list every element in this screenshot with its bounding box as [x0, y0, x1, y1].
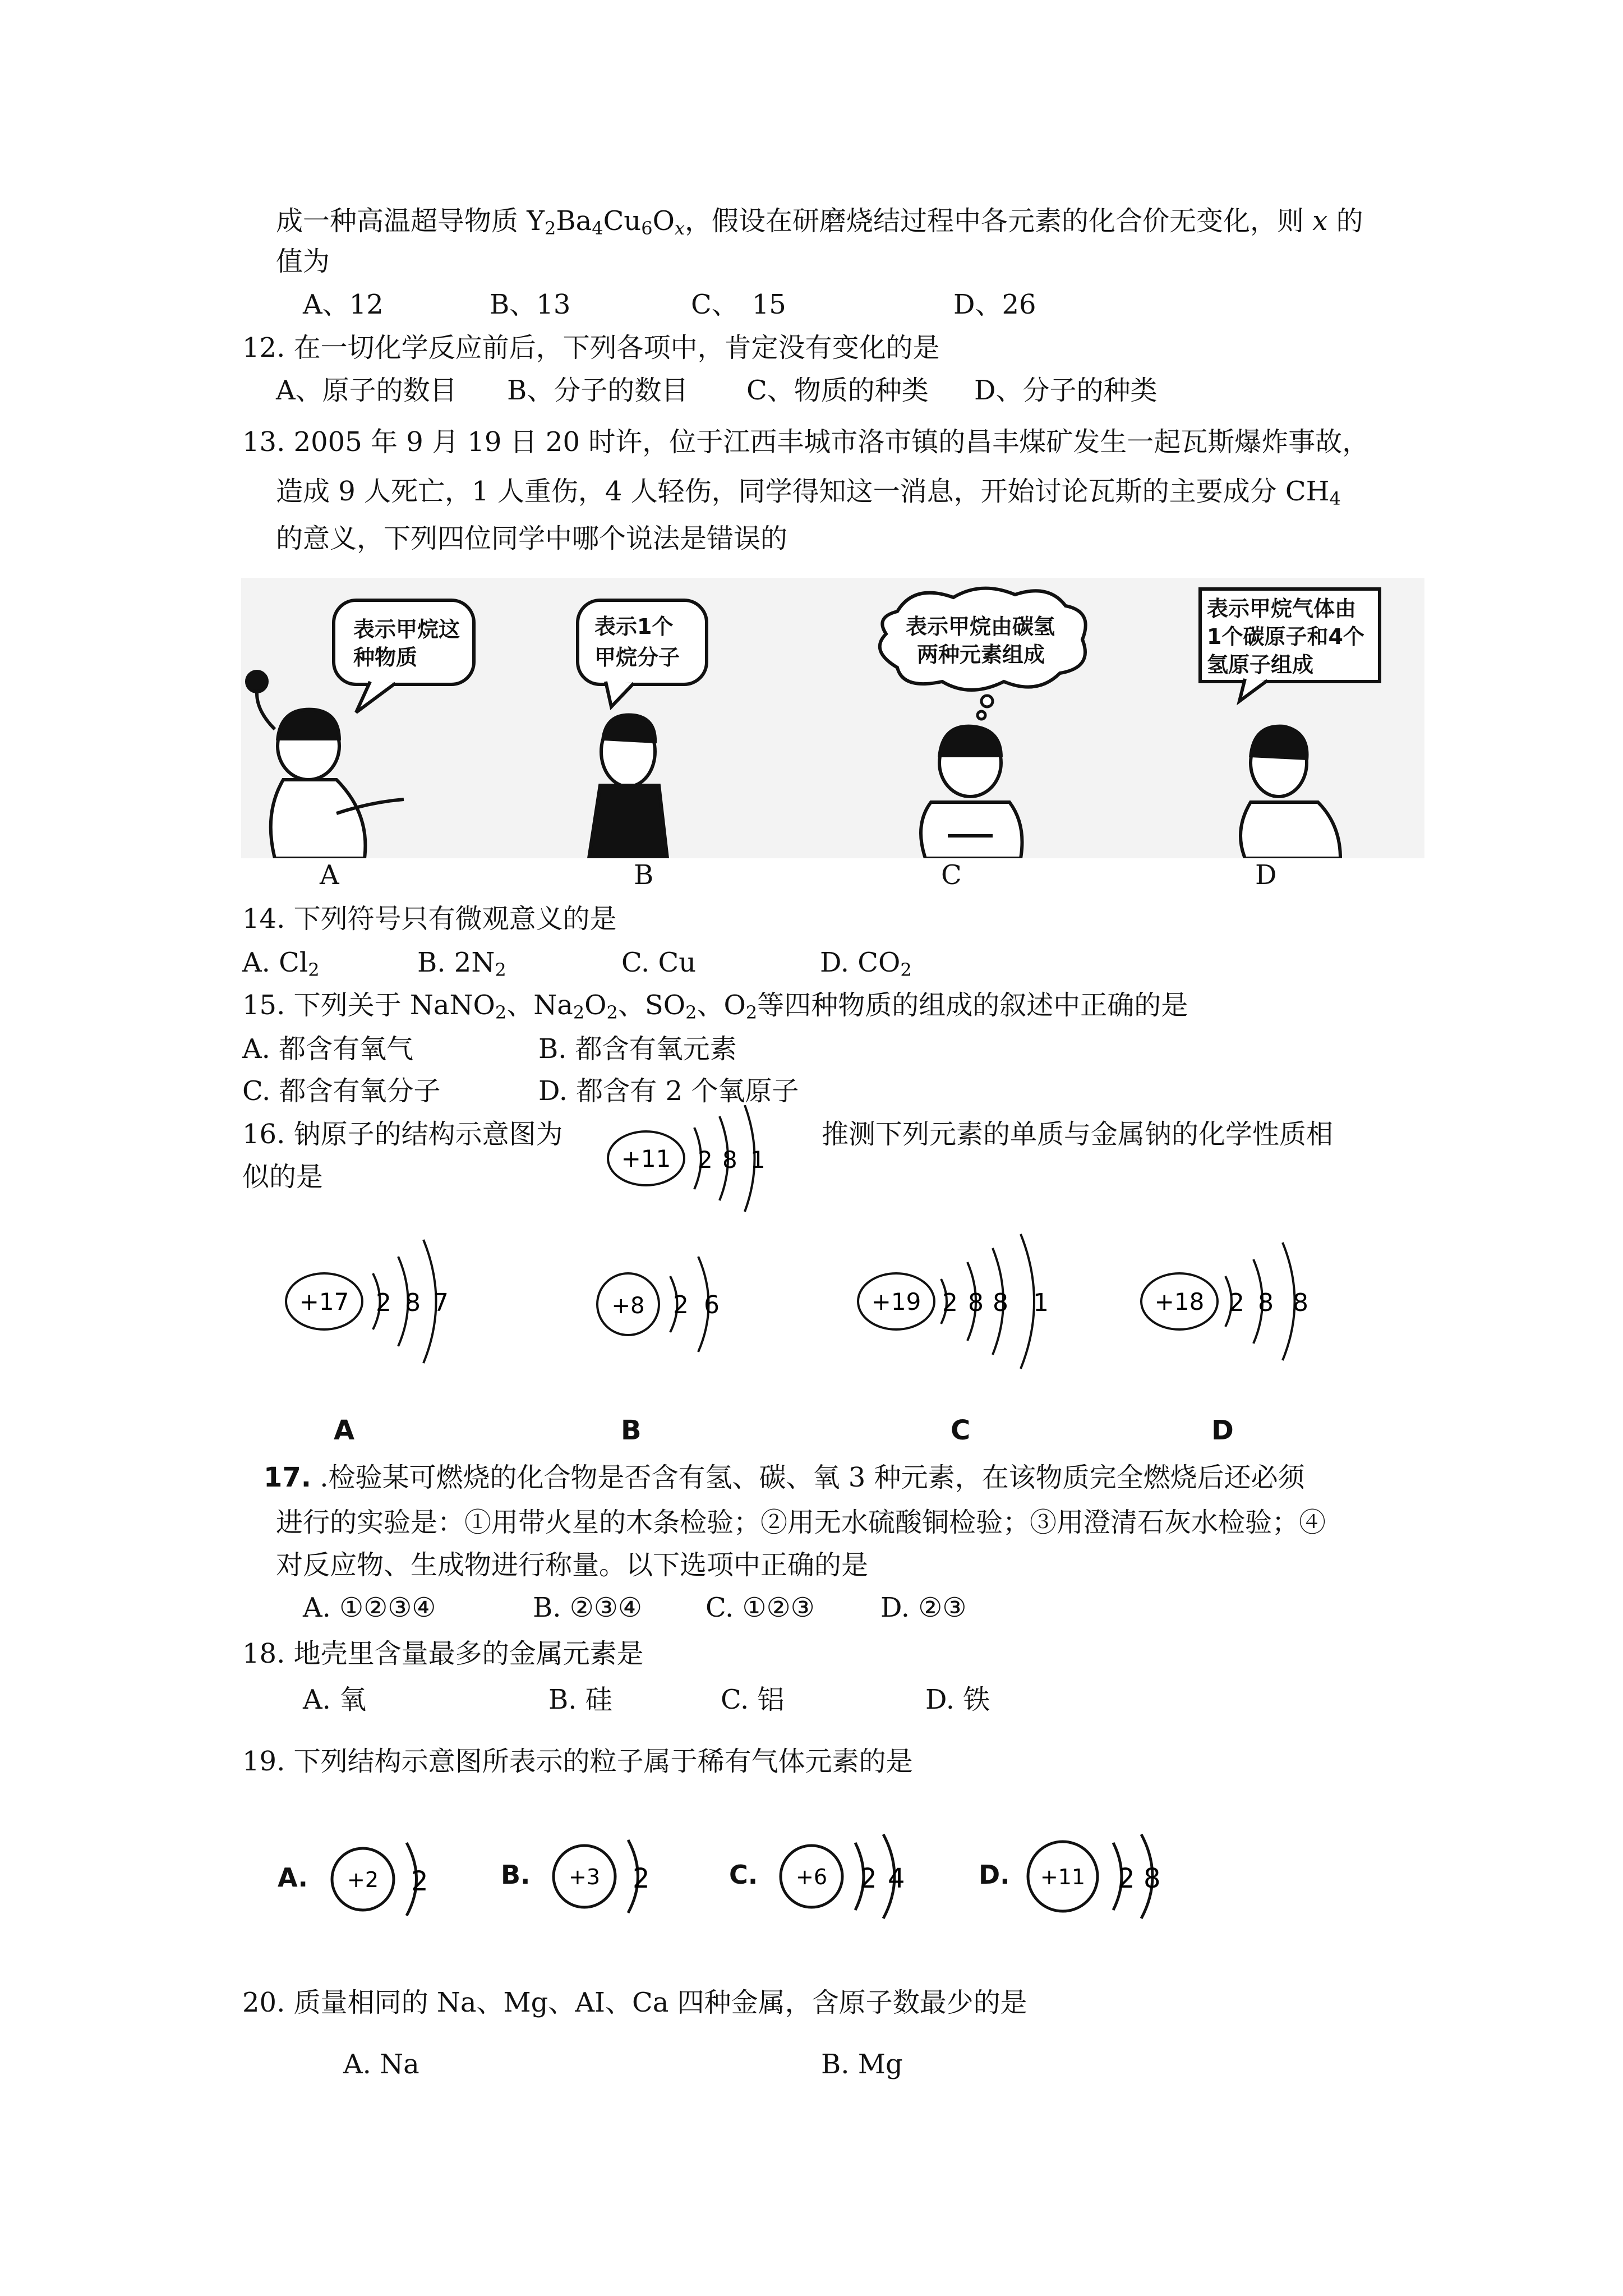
q11-text: Cu: [603, 205, 642, 237]
bubble-d-line1: 表示甲烷气体由: [1207, 596, 1357, 621]
sodium-shell-2: 8: [722, 1146, 737, 1174]
atom-d-shell-1: 2: [1229, 1289, 1244, 1317]
q17-number: 17.: [264, 1462, 312, 1493]
q14-a-text: A. Cl: [242, 947, 308, 978]
q13-label-a[interactable]: A: [320, 859, 339, 891]
sodium-shell-3: 1: [750, 1146, 766, 1174]
bubble-c-line1: 表示甲烷由碳氢: [906, 614, 1055, 639]
q17-line2: 进行的实验是：①用带火星的木条检验；②用无水硫酸铜检验；③用澄清石灰水检验；④: [276, 1507, 1326, 1538]
q12-option-d[interactable]: D、分子的种类: [974, 375, 1158, 406]
q12-option-c[interactable]: C、物质的种类: [746, 375, 929, 406]
q16-stem-a: 16. 钠原子的结构示意图为: [242, 1119, 563, 1150]
q12-stem: 12. 在一切化学反应前后，下列各项中，肯定没有变化的是: [242, 332, 940, 364]
q11-sub: 6: [641, 218, 653, 239]
q11-option-d[interactable]: D、26: [953, 289, 1036, 320]
q19-atom-b[interactable]: [550, 1832, 662, 1921]
q13-text: 造成 9 人死亡，1 人重伤，4 人轻伤，同学得知这一消息，开始讨论瓦斯的主要成分 CH: [276, 476, 1330, 507]
q15-sub: 2: [745, 1002, 758, 1023]
q13-line1: 13. 2005 年 9 月 19 日 20 时许，位于江西丰城市洛市镇的昌丰煤矿发生一起瓦斯爆炸事故，: [242, 426, 1370, 458]
atom-b-nucleus: +8: [611, 1293, 645, 1319]
q15-text: 15. 下列关于 NaNO: [242, 990, 495, 1021]
q18-option-a[interactable]: A. 氧: [303, 1684, 367, 1715]
q15-option-c[interactable]: C. 都含有氧分子: [242, 1075, 441, 1107]
q14-b-sub: 2: [495, 959, 506, 981]
q13-label-b[interactable]: B: [634, 859, 654, 891]
q19-d-shell-1: 2: [1118, 1863, 1135, 1894]
q19-label-a[interactable]: A.: [278, 1862, 308, 1893]
q19-b-shell-1: 2: [633, 1863, 650, 1894]
atom-c-shell-1: 2: [942, 1289, 958, 1317]
sodium-atom-diagram: [600, 1105, 780, 1223]
bubble-b-line1: 表示1个: [594, 614, 674, 639]
q15-text: 、SO: [617, 990, 686, 1021]
q17-line3: 对反应物、生成物进行称量。以下选项中正确的是: [276, 1549, 869, 1581]
q16-stem-c: 似的是: [242, 1161, 324, 1193]
q15-option-d[interactable]: D. 都含有 2 个氧原子: [538, 1075, 799, 1107]
q11-sub: 2: [544, 218, 556, 239]
q15-stem: [242, 988, 1188, 1022]
bubble-d-line3: 氢原子组成: [1207, 652, 1314, 677]
q19-d-shell-2: 8: [1144, 1863, 1161, 1894]
q14-b-text: B. 2N: [417, 947, 495, 978]
q17-line1: [264, 1461, 1305, 1494]
atom-c-nucleus: +19: [871, 1288, 921, 1315]
sodium-shell-1: 2: [698, 1146, 713, 1174]
q19-atom-a[interactable]: [328, 1834, 440, 1924]
q14-d-text: D. CO: [820, 947, 901, 978]
q15-text: 、Na: [506, 990, 573, 1021]
q18-option-d[interactable]: D. 铁: [925, 1684, 990, 1715]
q14-stem: 14. 下列符号只有微观意义的是: [242, 903, 617, 935]
q16-atom-a[interactable]: [280, 1231, 471, 1372]
q11-text: ，假设在研磨烧结过程中各元素的化合价无变化，则: [684, 205, 1313, 237]
q19-d-nucleus: +11: [1040, 1865, 1086, 1889]
q13-line3: 的意义，下列四位同学中哪个说法是错误的: [276, 523, 788, 554]
q19-label-c[interactable]: C.: [729, 1860, 758, 1890]
q19-a-shell-1: 2: [411, 1866, 428, 1897]
q16-label-b[interactable]: B: [621, 1415, 642, 1446]
q15-sub: 2: [573, 1002, 585, 1023]
q16-label-d[interactable]: D: [1211, 1415, 1234, 1446]
atom-b-shell-2: 6: [704, 1291, 720, 1319]
q14-d-sub: 2: [900, 959, 912, 981]
q16-atom-b[interactable]: [589, 1231, 746, 1372]
bubble-a-line1: 表示甲烷这: [353, 617, 460, 642]
q13-label-c[interactable]: C: [941, 859, 962, 891]
q17-option-a[interactable]: A. ①②③④: [303, 1592, 436, 1623]
atom-c-shell-4: 1: [1033, 1289, 1049, 1317]
q15-option-b[interactable]: B. 都含有氧元素: [538, 1033, 737, 1065]
atom-d-shell-3: 8: [1293, 1289, 1308, 1317]
q11-line2: 值为: [276, 246, 330, 277]
q11-option-b[interactable]: B、13: [490, 289, 571, 320]
q19-a-nucleus: +2: [347, 1867, 379, 1892]
atom-a-nucleus: +17: [299, 1288, 349, 1315]
q14-a-sub: 2: [308, 959, 320, 981]
q11-text: Ba: [556, 205, 592, 237]
q13-sub: 4: [1329, 488, 1341, 509]
atom-a-shell-3: 7: [433, 1289, 449, 1317]
q11-var: x: [1312, 205, 1328, 237]
atom-a-shell-2: 8: [405, 1289, 421, 1317]
atom-d-shell-2: 8: [1258, 1289, 1274, 1317]
q19-b-nucleus: +3: [568, 1865, 601, 1889]
q15-text: O: [584, 990, 607, 1021]
q15-option-a[interactable]: A. 都含有氧气: [242, 1033, 414, 1065]
q18-stem: 18. 地壳里含量最多的金属元素是: [242, 1638, 644, 1669]
q15-sub: 2: [685, 1002, 697, 1023]
atom-c-shell-3: 8: [993, 1289, 1008, 1317]
q16-label-a[interactable]: A: [334, 1415, 355, 1446]
atom-a-shell-1: 2: [376, 1289, 391, 1317]
bubble-d-line2: 1个碳原子和4个: [1207, 624, 1364, 649]
q19-stem: 19. 下列结构示意图所表示的粒子属于稀有气体元素的是: [242, 1746, 913, 1777]
q16-stem-b: 推测下列元素的单质与金属钠的化学性质相: [822, 1119, 1334, 1150]
q11-option-c[interactable]: C、 15: [691, 289, 786, 320]
q16-atom-c[interactable]: [852, 1231, 1077, 1372]
methane-cartoon: [241, 578, 1424, 858]
q17-option-b[interactable]: B. ②③④: [533, 1592, 642, 1623]
q19-c-shell-1: 2: [860, 1863, 877, 1894]
atom-d-nucleus: +18: [1154, 1288, 1205, 1315]
q17-option-d[interactable]: D. ②③: [880, 1592, 967, 1623]
q12-option-b[interactable]: B、分子的数目: [507, 375, 689, 406]
q14-option-a[interactable]: [242, 946, 320, 979]
q12-option-a[interactable]: A、原子的数目: [276, 375, 457, 406]
q18-option-c[interactable]: C. 铝: [721, 1684, 785, 1715]
q14-option-d[interactable]: [820, 946, 912, 979]
q17-option-c[interactable]: C. ①②③: [706, 1592, 815, 1623]
q13-label-d[interactable]: D: [1255, 859, 1277, 891]
q11-sub: x: [674, 218, 685, 239]
q19-c-shell-2: 4: [888, 1863, 905, 1894]
q11-text: O: [652, 205, 675, 237]
q19-label-d[interactable]: D.: [979, 1860, 1010, 1890]
q20-option-a[interactable]: A. Na: [343, 2049, 419, 2080]
q11-line1: [276, 204, 1363, 238]
q11-text: 成一种高温超导物质 Y: [276, 205, 545, 237]
q19-c-nucleus: +6: [795, 1865, 828, 1889]
q17-text: .检验某可燃烧的化合物是否含有氢、碳、氧 3 种元素，在该物质完全燃烧后还必须: [311, 1462, 1305, 1493]
q19-atom-d[interactable]: [1023, 1832, 1192, 1921]
q16-label-c[interactable]: C: [951, 1415, 971, 1446]
q11-sub: 4: [592, 218, 603, 239]
sodium-nucleus-charge: +11: [621, 1145, 671, 1172]
atom-b-shell-1: 2: [673, 1291, 689, 1319]
q14-option-b[interactable]: [417, 946, 506, 979]
bubble-a-line2: 种物质: [353, 645, 418, 670]
q15-text: 等四种物质的组成的叙述中正确的是: [757, 990, 1188, 1021]
q15-sub: 2: [495, 1002, 507, 1023]
q11-text: 的: [1327, 205, 1363, 237]
bubble-c-line2: 两种元素组成: [917, 642, 1045, 667]
q15-text: 、O: [697, 990, 746, 1021]
q19-atom-c[interactable]: [777, 1832, 923, 1921]
q20-stem: 20. 质量相同的 Na、Mg、AI、Ca 四种金属，含原子数最少的是: [242, 1987, 1027, 2018]
q18-option-b[interactable]: B. 硅: [548, 1684, 612, 1715]
q14-option-c[interactable]: C. Cu: [621, 947, 697, 978]
q11-option-a[interactable]: A、12: [303, 289, 384, 320]
q16-atom-d[interactable]: [1136, 1231, 1343, 1372]
q13-line2: [276, 475, 1341, 508]
atom-c-shell-2: 8: [968, 1289, 984, 1317]
q19-label-b[interactable]: B.: [501, 1860, 531, 1890]
q15-sub: 2: [606, 1002, 618, 1023]
bubble-b-line2: 甲烷分子: [594, 645, 680, 670]
q20-option-b[interactable]: B. Mg: [821, 2049, 903, 2080]
